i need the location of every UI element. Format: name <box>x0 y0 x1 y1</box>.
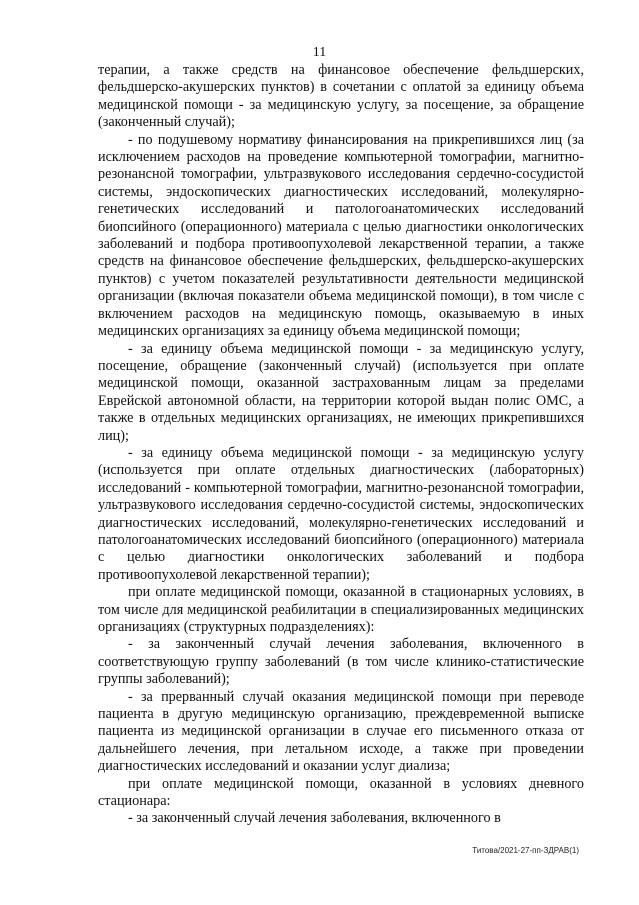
paragraph-unit-volume-service: - за единицу объема медицинской помощи - за медицинскую услугу, посещение, обращение (законченный случай) (используется при оплате медицинской помощи, оказанной застрахованным лицам за пределами Еврейской автономной области, на территории которой выдан полис ОМС, а также в отдельных медицинских организациях, не имеющих прикрепившихся лиц); <box>98 340 584 444</box>
page-number: 11 <box>312 45 327 60</box>
paragraph-continuation: терапии, а также средств на финансовое обеспечение фельдшерских, фельдшерско-акушерских пунктов) в сочетании с оплатой за единицу объема медицинской помощи - за медицинскую услугу, за посещение, за обращение (законченный случай); <box>98 62 584 131</box>
paragraph-day-hospital-completed-case: - за законченный случай лечения заболевания, включенного в <box>128 810 501 827</box>
footer-document-code: Титова/2021-27-пп-ЗДРАВ(1) <box>472 846 579 855</box>
document-body <box>98 62 584 828</box>
paragraph-unit-volume-diagnostics: - за единицу объема медицинской помощи - за медицинскую услугу (используется при оплате отдельных диагностических (лабораторных) исследований - компьютерной томографии, магнитно-резонансной томографии, ультразвукового исследования сердечно-сосудистой системы, эндоскопических диагностических исследований, молекулярно-генетических исследований и патологоанатомических исследований биопсийного (операционного) материала с целью диагностики онкологических заболеваний и подбора противоопухолевой лекарственной терапии); <box>98 444 584 583</box>
paragraph-completed-case: - за законченный случай лечения заболевания, включенного в соответствующую группу заболеваний (в том числе клинико-статистические группы заболеваний); <box>98 636 584 688</box>
paragraph-per-capita-norm: - по подушевому нормативу финансирования на прикрепившихся лиц (за исключением расходов на проведение компьютерной томографии, магнитно-резонансной томографии, ультразвукового исследования сердечно-сосудистой системы, эндоскопических диагностических исследований, молекулярно-генетических исследований и патологоанатомических исследований биопсийного (операционного) материала с целью диагностики онкологических заболеваний и подбора противоопухолевой лекарственной терапии, а также средств на финансовое обеспечение фельдшерских, фельдшерско-акушерских пунктов) с учетом показателей результативности деятельности медицинской организации (включая показатели объема медицинской помощи), в том числе с включением расходов на медицинскую помощь, оказываемую в иных медицинских организациях за единицу объема медицинской помощи; <box>98 131 584 340</box>
paragraph-day-hospital: при оплате медицинской помощи, оказанной в условиях дневного стационара: <box>98 775 584 810</box>
paragraph-inpatient-care: при оплате медицинской помощи, оказанной в стационарных условиях, в том числе для медицинской реабилитации в специализированных медицинских организациях (структурных подразделениях): <box>98 584 584 635</box>
paragraph-interrupted-case: - за прерванный случай оказания медицинской помощи при переводе пациента в другую медицинскую организацию, преждевременной выписке пациента из медицинской организации в случае его письменного отказа от дальнейшего лечения, при летальном исходе, а также при проведении диагностических исследований и оказании услуг диализа; <box>98 688 584 775</box>
